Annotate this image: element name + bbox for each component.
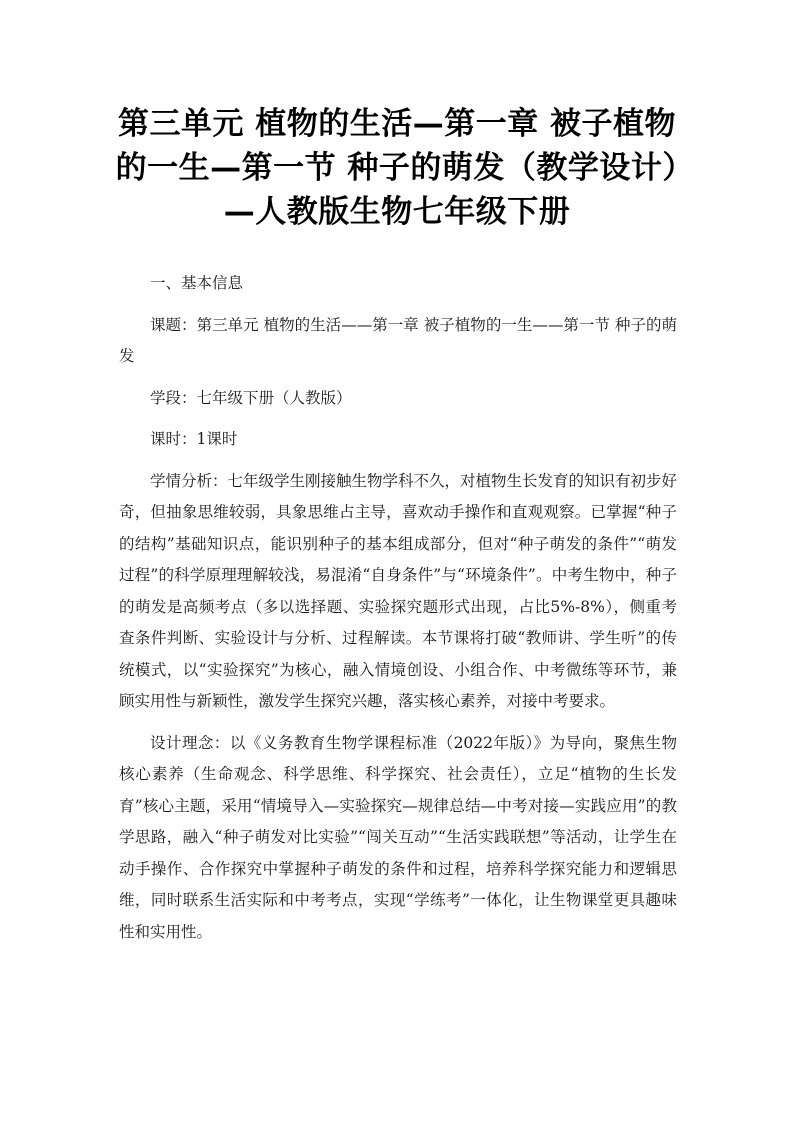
document-title: 第三单元 植物的生活—第一章 被子植物的一生—第一节 种子的萌发（教学设计）—人教版生物七年级下册 [115,106,679,230]
document-body [119,268,677,958]
section-heading: 一、基本信息 [150,274,244,292]
design-concept-paragraph: 设计理念：以《义务教育生物学课程标准（2022年版）》为导向，聚焦生物核心素养（生命观念、科学思维、科学探究、社会责任），立足“植物的生长发育”核心主题，采用“情境导入—实验探究—规律总结—中考对接—实践应用”的教学思路，融入“种子萌发对比实验”“闯关互动”“生活实践联想”等活动，让学生在动手操作、合作探究中掌握种子萌发的条件和过程，培养科学探究能力和逻辑思维，同时联系生活实际和中考考点，实现“学练考”一体化，让生物课堂更具趣味性和实用性。 [119,733,677,941]
class-hours-paragraph: 课时：1课时 [150,430,238,448]
stage-paragraph: 学段：七年级下册（人教版） [150,388,352,407]
learner-analysis-paragraph: 学情分析：七年级学生刚接触生物学科不久，对植物生长发育的知识有初步好奇，但抽象思维较弱，具象思维占主导，喜欢动手操作和直观观察。已掌握“种子的结构”基础知识点，能识别种子的基本组成部分，但对“种子萌发的条件”“萌发过程”的科学原理理解较浅，易混淆“自身条件”与“环境条件”。中考生物中，种子的萌发是高频考点（多以选择题、实验探究题形式出现，占比5%-8%），侧重考查条件判断、实验设计与分析、过程解读。本节课将打破“教师讲、学生听”的传统模式，以“实验探究”为核心，融入情境创设、小组合作、中考微练等环节，兼顾实用性与新颖性，激发学生探究兴趣，落实核心素养，对接中考要求。 [119,471,678,710]
topic-paragraph: 课题：第三单元 植物的生活——第一章 被子植物的一生——第一节 种子的萌发 [119,315,677,365]
